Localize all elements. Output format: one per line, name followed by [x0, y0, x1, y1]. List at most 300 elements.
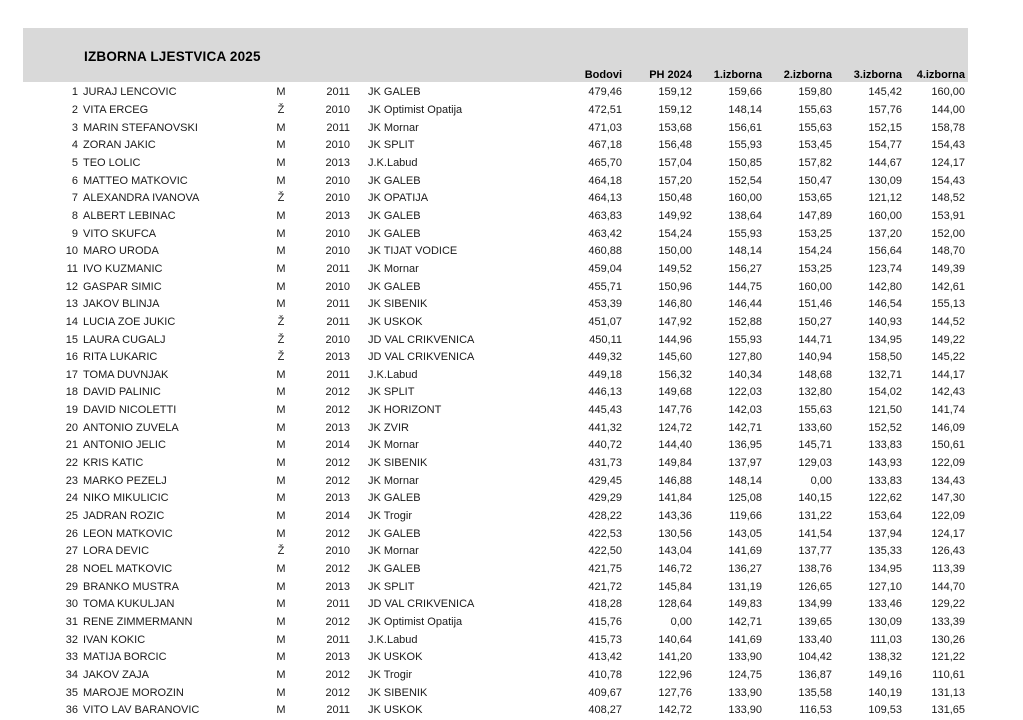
table-row	[23, 243, 965, 261]
gender-cell: M	[276, 156, 286, 169]
izborna2-cell: 157,82	[798, 156, 832, 169]
rank-cell: 17	[65, 368, 78, 381]
ph2024-cell: 147,76	[658, 404, 692, 417]
ph2024-cell: 149,92	[658, 209, 692, 222]
izborna3-cell: 127,10	[868, 580, 902, 593]
table-row	[23, 102, 965, 120]
rank-cell: 35	[65, 686, 78, 699]
izborna2-cell: 141,54	[798, 527, 832, 540]
rank-cell: 11	[66, 262, 78, 275]
izborna4-cell: 110,61	[932, 668, 965, 681]
club-cell: JK SPLIT	[368, 140, 415, 152]
gender-cell: M	[276, 404, 286, 417]
izborna1-cell: 140,34	[728, 368, 762, 381]
izborna1-cell: 125,08	[728, 492, 762, 505]
table-row	[23, 472, 965, 490]
izborna2-cell: 134,99	[798, 598, 832, 611]
gender-cell: M	[276, 510, 286, 523]
izborna3-cell: 133,83	[868, 474, 902, 487]
gender-cell: M	[276, 121, 286, 134]
club-cell: JK Mornar	[368, 475, 419, 487]
izborna2-cell: 131,22	[798, 510, 832, 523]
izborna4-cell: 131,13	[931, 686, 965, 699]
name-cell: IVO KUZMANIĆ	[83, 263, 163, 275]
column-header-izborna3: 3.izborna	[853, 69, 902, 81]
name-cell: IVAN KOKIĆ	[83, 634, 146, 646]
izborna4-cell: 124,17	[931, 156, 965, 169]
izborna1-cell: 133,90	[728, 686, 762, 699]
bodovi-cell: 421,75	[588, 563, 622, 576]
izborna1-cell: 146,44	[728, 298, 762, 311]
gender-cell: M	[276, 563, 286, 576]
name-cell: TOMA DUVNJAK	[83, 369, 169, 381]
year-cell: 2010	[325, 192, 350, 205]
izborna2-cell: 159,80	[798, 86, 832, 99]
izborna2-cell: 150,47	[798, 174, 832, 187]
bodovi-cell: 467,18	[588, 139, 622, 152]
izborna1-cell: 122,03	[728, 386, 762, 399]
table-row	[23, 614, 965, 632]
year-cell: 2011	[326, 368, 350, 381]
rank-cell: 23	[65, 474, 78, 487]
rank-cell: 15	[65, 333, 78, 346]
year-cell: 2012	[325, 404, 350, 417]
gender-cell: M	[276, 245, 286, 258]
izborna2-cell: 154,24	[798, 245, 832, 258]
column-header-ph2024: PH 2024	[649, 69, 692, 81]
name-cell: LEON MATKOVIĆ	[83, 528, 173, 540]
izborna1-cell: 136,95	[728, 439, 762, 452]
club-cell: JK GALEB	[368, 564, 421, 576]
izborna4-cell: 126,43	[931, 545, 965, 558]
ph2024-cell: 153,68	[658, 121, 692, 134]
izborna3-cell: 156,64	[868, 245, 902, 258]
izborna2-cell: 144,71	[798, 333, 832, 346]
table-row	[23, 208, 965, 226]
izborna1-cell: 156,27	[728, 262, 762, 275]
year-cell: 2010	[325, 103, 350, 116]
name-cell: VITO ŠKUFCA	[83, 228, 157, 240]
table-row	[23, 684, 965, 702]
table-row	[23, 384, 965, 402]
izborna4-cell: 153,91	[931, 209, 965, 222]
gender-cell: M	[276, 386, 286, 399]
izborna1-cell: 141,69	[728, 545, 762, 558]
izborna4-cell: 141,74	[931, 404, 965, 417]
rank-cell: 7	[71, 192, 78, 205]
table-row	[23, 490, 965, 508]
ph2024-cell: 145,60	[658, 351, 692, 364]
izborna4-cell: 124,17	[931, 527, 965, 540]
izborna4-cell: 129,22	[931, 598, 965, 611]
izborna4-cell: 144,00	[931, 103, 965, 116]
izborna2-cell: 148,68	[798, 368, 832, 381]
izborna2-cell: 116,53	[799, 704, 832, 717]
ph2024-cell: 159,12	[658, 86, 692, 99]
table-row	[23, 296, 965, 314]
year-cell: 2013	[325, 651, 350, 664]
bodovi-cell: 449,32	[588, 351, 622, 364]
bodovi-cell: 472,51	[588, 103, 622, 116]
rank-cell: 5	[71, 156, 78, 169]
gender-cell: M	[276, 421, 286, 434]
rank-cell: 9	[71, 227, 78, 240]
bodovi-cell: 408,27	[588, 704, 622, 717]
club-cell: JK USKOK	[368, 652, 423, 664]
izborna2-cell: 104,42	[798, 651, 832, 664]
table-row	[23, 278, 965, 296]
izborna4-cell: 144,52	[931, 315, 965, 328]
year-cell: 2010	[325, 227, 350, 240]
izborna1-cell: 141,69	[728, 633, 762, 646]
name-cell: NIKO MIKULIČIĆ	[83, 493, 169, 505]
bodovi-cell: 422,53	[588, 527, 622, 540]
izborna4-cell: 152,00	[931, 227, 965, 240]
izborna3-cell: 140,19	[868, 686, 902, 699]
year-cell: 2013	[325, 156, 350, 169]
year-cell: 2010	[325, 174, 350, 187]
ph2024-cell: 122,96	[658, 668, 692, 681]
club-cell: J.K.Labud	[368, 634, 418, 646]
izborna1-cell: 124,75	[728, 668, 762, 681]
gender-cell: M	[276, 298, 286, 311]
ph2024-cell: 142,72	[658, 704, 692, 717]
izborna3-cell: 152,52	[868, 421, 902, 434]
izborna3-cell: 135,33	[868, 545, 902, 558]
izborna4-cell: 144,17	[931, 368, 965, 381]
year-cell: 2012	[325, 668, 350, 681]
izborna4-cell: 154,43	[931, 139, 965, 152]
club-cell: JK GALEB	[368, 228, 421, 240]
bodovi-cell: 455,71	[588, 280, 622, 293]
year-cell: 2014	[325, 510, 350, 523]
izborna2-cell: 153,25	[798, 227, 832, 240]
izborna2-cell: 138,76	[798, 563, 832, 576]
bodovi-cell: 445,43	[588, 404, 622, 417]
column-header-izborna4: 4.izborna	[916, 69, 965, 81]
ph2024-cell: 146,72	[658, 563, 692, 576]
izborna2-cell: 151,46	[798, 298, 832, 311]
rank-cell: 24	[65, 492, 78, 505]
gender-cell: Ž	[277, 103, 285, 116]
bodovi-cell: 464,18	[588, 174, 622, 187]
rank-cell: 3	[71, 121, 78, 134]
table-row	[23, 649, 965, 667]
name-cell: JAKOV ŽAJA	[83, 669, 150, 681]
bodovi-cell: 429,45	[588, 474, 622, 487]
club-cell: JK Mornar	[368, 122, 419, 134]
ph2024-cell: 141,20	[658, 651, 692, 664]
izborna3-cell: 122,62	[868, 492, 902, 505]
gender-cell: M	[276, 457, 286, 470]
gender-cell: M	[276, 439, 286, 452]
izborna4-cell: 160,00	[931, 86, 965, 99]
ph2024-cell: 150,96	[658, 280, 692, 293]
izborna2-cell: 145,71	[798, 439, 832, 452]
gender-cell: Ž	[277, 315, 285, 328]
izborna3-cell: 133,46	[868, 598, 902, 611]
izborna3-cell: 142,80	[868, 280, 902, 293]
table-row	[23, 155, 965, 173]
ph2024-cell: 156,48	[658, 139, 692, 152]
ph2024-cell: 149,52	[658, 262, 692, 275]
rank-cell: 6	[71, 174, 78, 187]
club-cell: JK HORIZONT	[368, 405, 442, 417]
izborna3-cell: 137,94	[868, 527, 902, 540]
izborna4-cell: 113,39	[932, 563, 965, 576]
izborna2-cell: 147,89	[798, 209, 832, 222]
izborna1-cell: 144,75	[728, 280, 762, 293]
izborna3-cell: 145,42	[868, 86, 902, 99]
izborna1-cell: 143,05	[728, 527, 762, 540]
ph2024-cell: 157,20	[658, 174, 692, 187]
club-cell: JK TIJAT VODICE	[368, 246, 458, 258]
bodovi-cell: 415,76	[588, 616, 622, 629]
bodovi-cell: 459,04	[588, 262, 622, 275]
name-cell: ANTONIO ŽUVELA	[83, 422, 179, 434]
izborna1-cell: 136,27	[728, 563, 762, 576]
name-cell: ALEXANDRA IVANOVA	[83, 193, 200, 205]
rank-cell: 28	[65, 563, 78, 576]
bodovi-cell: 451,07	[588, 315, 622, 328]
izborna3-cell: 132,71	[868, 368, 902, 381]
name-cell: MATIJA BORČIĆ	[83, 652, 167, 664]
year-cell: 2011	[326, 704, 350, 717]
ph2024-cell: 128,64	[658, 598, 692, 611]
rank-cell: 22	[65, 457, 78, 470]
year-cell: 2010	[325, 280, 350, 293]
name-cell: MAROJE MOROŽIN	[83, 687, 184, 699]
izborna4-cell: 122,09	[931, 510, 965, 523]
ph2024-cell: 146,88	[658, 474, 692, 487]
izborna1-cell: 148,14	[728, 103, 762, 116]
name-cell: LORA DEVIĆ	[83, 546, 150, 558]
table-row	[23, 702, 965, 720]
rank-cell: 10	[65, 245, 78, 258]
club-cell: J.K.Labud	[368, 157, 418, 169]
izborna1-cell: 159,66	[728, 86, 762, 99]
rank-cell: 29	[65, 580, 78, 593]
izborna3-cell: 123,74	[868, 262, 902, 275]
name-cell: GAŠPAR ŠIMIĆ	[83, 281, 162, 293]
table-row	[23, 225, 965, 243]
izborna3-cell: 130,09	[868, 616, 902, 629]
gender-cell: M	[276, 209, 286, 222]
izborna4-cell: 147,30	[931, 492, 965, 505]
ph2024-cell: 159,12	[658, 103, 692, 116]
year-cell: 2012	[325, 386, 350, 399]
table-row	[23, 190, 965, 208]
club-cell: JK GALEB	[368, 281, 421, 293]
rank-cell: 19	[65, 404, 78, 417]
bodovi-cell: 441,32	[588, 421, 622, 434]
club-cell: JK ŠIBENIK	[368, 299, 428, 311]
izborna3-cell: 133,83	[868, 439, 902, 452]
izborna4-cell: 148,52	[931, 192, 965, 205]
ph2024-cell: 145,84	[658, 580, 692, 593]
izborna4-cell: 150,61	[931, 439, 965, 452]
izborna1-cell: 156,61	[728, 121, 762, 134]
izborna2-cell: 153,45	[798, 139, 832, 152]
bodovi-cell: 421,72	[588, 580, 622, 593]
rank-cell: 18	[65, 386, 78, 399]
club-cell: JK Trogir	[368, 669, 413, 681]
bodovi-cell: 446,13	[588, 386, 622, 399]
izborna4-cell: 121,22	[931, 651, 965, 664]
izborna2-cell: 129,03	[798, 457, 832, 470]
izborna2-cell: 140,94	[798, 351, 832, 364]
name-cell: DAVID PALINIĆ	[83, 387, 161, 399]
column-header-bodovi: Bodovi	[584, 69, 622, 81]
table-row	[23, 543, 965, 561]
ph2024-cell: 157,04	[658, 156, 692, 169]
izborna3-cell: 134,95	[868, 563, 902, 576]
table-row	[23, 402, 965, 420]
gender-cell: Ž	[277, 192, 285, 205]
table-row	[23, 331, 965, 349]
name-cell: JADRAN ROŽIĆ	[83, 511, 165, 523]
rank-cell: 34	[65, 668, 78, 681]
club-cell: JK USKOK	[368, 316, 423, 328]
rank-cell: 2	[71, 103, 78, 116]
name-cell: ALBERT LEBINAC	[83, 210, 176, 222]
izborna3-cell: 160,00	[868, 209, 902, 222]
table-row	[23, 561, 965, 579]
izborna3-cell: 121,50	[868, 404, 902, 417]
ph2024-cell: 140,64	[658, 633, 692, 646]
izborna1-cell: 160,00	[728, 192, 762, 205]
gender-cell: M	[276, 527, 286, 540]
izborna2-cell: 136,87	[798, 668, 832, 681]
rank-cell: 21	[65, 439, 78, 452]
club-cell: JK Mornar	[368, 546, 419, 558]
club-cell: JK ŠIBENIK	[368, 458, 428, 470]
izborna2-cell: 153,65	[798, 192, 832, 205]
bodovi-cell: 431,73	[588, 457, 622, 470]
name-cell: NOEL MATKOVIĆ	[83, 564, 173, 576]
table-row	[23, 419, 965, 437]
name-cell: VITA ERCEG	[83, 104, 149, 116]
year-cell: 2011	[326, 86, 350, 99]
table-row	[23, 367, 965, 385]
izborna4-cell: 146,09	[931, 421, 965, 434]
year-cell: 2012	[325, 616, 350, 629]
club-cell: J.K.Labud	[368, 369, 418, 381]
bodovi-cell: 440,72	[588, 439, 622, 452]
izborna2-cell: 139,65	[798, 616, 832, 629]
izborna1-cell: 149,83	[728, 598, 762, 611]
table-row	[23, 508, 965, 526]
ph2024-cell: 0,00	[670, 616, 692, 629]
bodovi-cell: 463,83	[588, 209, 622, 222]
table-row	[23, 314, 965, 332]
gender-cell: M	[276, 580, 286, 593]
year-cell: 2011	[326, 121, 350, 134]
bodovi-cell: 410,78	[588, 668, 622, 681]
ph2024-cell: 127,76	[658, 686, 692, 699]
club-cell: JK Mornar	[368, 440, 419, 452]
izborna3-cell: 111,03	[869, 633, 902, 646]
ph2024-cell: 150,48	[658, 192, 692, 205]
gender-cell: M	[276, 139, 286, 152]
table-body	[23, 84, 965, 720]
club-cell: JK SPLIT	[368, 387, 415, 399]
rank-cell: 1	[71, 86, 78, 99]
club-cell: JK Optimist Opatija	[368, 104, 463, 116]
gender-cell: M	[276, 474, 286, 487]
izborna1-cell: 152,54	[728, 174, 762, 187]
izborna1-cell: 150,85	[728, 156, 762, 169]
year-cell: 2013	[325, 421, 350, 434]
bodovi-cell: 428,22	[588, 510, 622, 523]
izborna3-cell: 144,67	[868, 156, 902, 169]
ph2024-cell: 156,32	[658, 368, 692, 381]
izborna2-cell: 160,00	[798, 280, 832, 293]
table-row	[23, 137, 965, 155]
name-cell: TOMA KUKULJAN	[83, 599, 175, 611]
name-cell: MARIN STEFANOVSKI	[83, 122, 198, 134]
column-header-izborna1: 1.izborna	[713, 69, 762, 81]
gender-cell: M	[276, 704, 286, 717]
year-cell: 2013	[325, 351, 350, 364]
bodovi-cell: 450,11	[589, 333, 622, 346]
year-cell: 2012	[325, 457, 350, 470]
table-row	[23, 455, 965, 473]
izborna2-cell: 137,77	[798, 545, 832, 558]
gender-cell: M	[276, 368, 286, 381]
izborna1-cell: 155,93	[728, 333, 762, 346]
gender-cell: M	[276, 651, 286, 664]
izborna3-cell: 137,20	[868, 227, 902, 240]
rank-cell: 32	[65, 633, 78, 646]
izborna4-cell: 133,39	[931, 616, 965, 629]
name-cell: KRIS KATIĆ	[83, 458, 144, 470]
ph2024-cell: 130,56	[658, 527, 692, 540]
rank-cell: 8	[71, 209, 78, 222]
izborna4-cell: 144,70	[931, 580, 965, 593]
ph2024-cell: 144,40	[658, 439, 692, 452]
izborna3-cell: 140,93	[868, 315, 902, 328]
rank-cell: 25	[65, 510, 78, 523]
ph2024-cell: 144,96	[658, 333, 692, 346]
izborna1-cell: 142,03	[728, 404, 762, 417]
name-cell: VITO LAV BARANOVIĆ	[83, 705, 200, 717]
rank-cell: 26	[65, 527, 78, 540]
club-cell: JD VAL CRIKVENICA	[368, 352, 475, 364]
name-cell: MARO URODA	[83, 246, 159, 258]
rank-cell: 33	[65, 651, 78, 664]
izborna3-cell: 109,53	[868, 704, 902, 717]
year-cell: 2012	[325, 527, 350, 540]
club-cell: JK USKOK	[368, 705, 423, 717]
ph2024-cell: 154,24	[658, 227, 692, 240]
izborna2-cell: 150,27	[798, 315, 832, 328]
name-cell: LUCIA ZOE JUKIĆ	[83, 316, 176, 328]
izborna2-cell: 153,25	[798, 262, 832, 275]
izborna3-cell: 143,93	[868, 457, 902, 470]
ph2024-cell: 146,80	[658, 298, 692, 311]
name-cell: JURAJ LENCOVIĆ	[83, 87, 177, 99]
year-cell: 2011	[326, 633, 350, 646]
izborna3-cell: 149,16	[868, 668, 902, 681]
club-cell: JK GALEB	[368, 528, 421, 540]
izborna2-cell: 135,58	[798, 686, 832, 699]
club-cell: JK ZVIR	[368, 422, 409, 434]
izborna3-cell: 121,12	[868, 192, 902, 205]
izborna4-cell: 145,22	[931, 351, 965, 364]
bodovi-cell: 409,67	[588, 686, 622, 699]
bodovi-cell: 460,88	[588, 245, 622, 258]
